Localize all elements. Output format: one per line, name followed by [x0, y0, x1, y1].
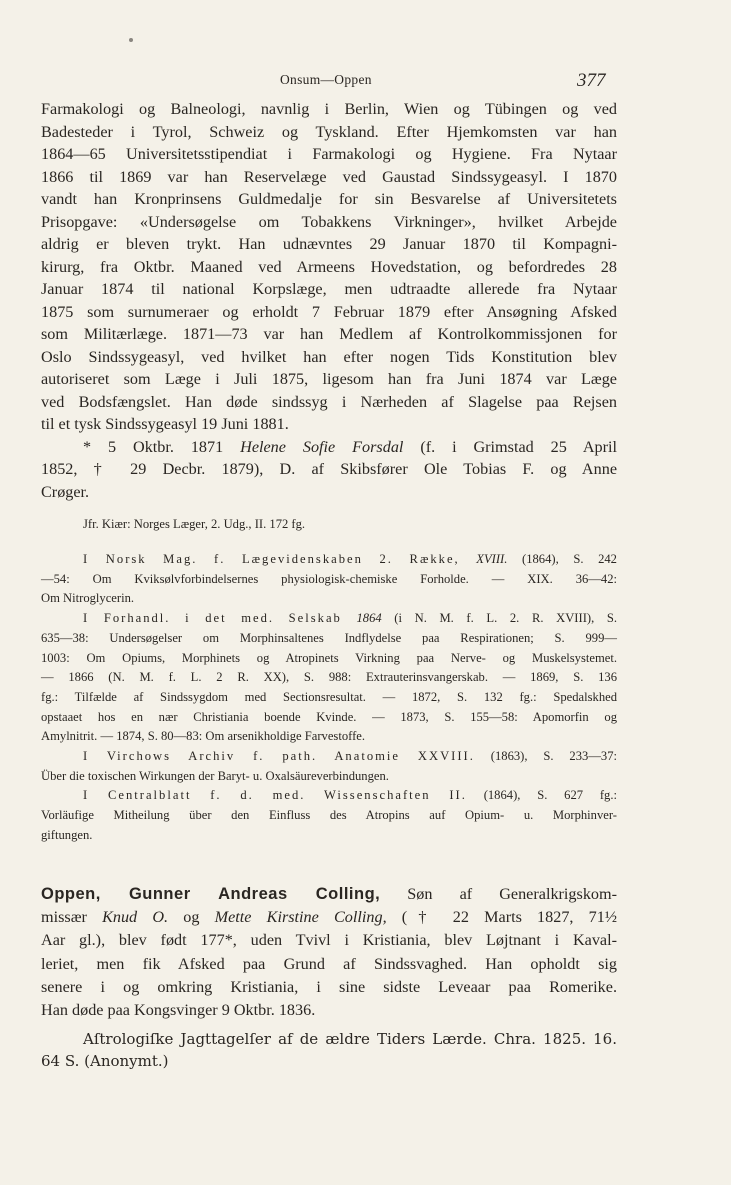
father-name: Knud O. [102, 908, 169, 927]
text-line: Badesteder i Tyrol, Schweiz og Tyskland. Efter Hjemkomsten var han [41, 122, 617, 141]
source-title: Aſtrologiſke Jagttagelſer af de ældre Tiders Lærde. Chra. 1825. 16. [83, 1030, 617, 1048]
bib-line: fg.: Tilfælde af Sindssygdom med Sectionsresultat. — 1872, S. 132 fg.: Spedalskhed [41, 689, 617, 704]
marriage-rest: (f. i Grimstad 25 April [403, 437, 618, 456]
text-line: vandt han Kronprinsens Guldmedalje for sin Besvarelse af Universitetets [41, 190, 617, 208]
entry-first-line [41, 883, 617, 906]
bib-volume: XVIII. [476, 552, 508, 566]
text-line: autoriseret som Læge i Juli 1875, ligesom han fra Juni 1874 var Læge [41, 370, 617, 388]
text-line: Crøger. [41, 482, 90, 501]
bib-entry-head [41, 550, 617, 570]
bib-rest: (1864), S. 627 fg.: [466, 788, 617, 803]
bib-line: giftungen. [41, 827, 93, 842]
bib-line: Vorläufige Mitheilung über den Einfluss des Atropins auf Opium- u. Morphinver- [41, 808, 617, 823]
marriage-date: * 5 Oktbr. 1871 [83, 437, 241, 456]
bib-label: I Forhandl. i det med. Selskab [83, 611, 357, 626]
bib-rest: (i N. M. f. L. 2. R. XVIII), S. [381, 611, 618, 626]
oppen-entry [41, 883, 617, 1022]
bib-year: 1864 [356, 611, 382, 626]
text-line: som Militærlæge. 1871—73 var han Medlem af Kontrolkommissjonen for [41, 325, 617, 343]
source-line: 64 S. (Anonymt.) [41, 1052, 169, 1070]
bib-line: —54: Om Kviksølvforbindelsernes physiologisk-chemiske Forholde. — XIX. 36—42: [41, 571, 617, 586]
bibliography [41, 550, 617, 846]
bib-entry-head [41, 786, 617, 806]
text-line: aldrig er bleven trykt. Han udnævntes 29 Januar 1870 til Kompagni- [41, 235, 617, 253]
text-line: ved Bodsfængslet. Han døde sindssyg i Nærheden af Slagelse paa Rejsen [41, 392, 617, 411]
running-head: Onsum—Oppen [280, 72, 372, 87]
entry-rest: Søn af Generalkrigskom- [380, 885, 617, 903]
bib-label: I Centralblatt f. d. med. Wissenschaften II. [83, 788, 467, 803]
text-line: senere i og omkring Kristiania, i sine sidste Leveaar paa Romerike. [41, 977, 617, 996]
text-line: Han døde paa Kongsvinger 9 Oktbr. 1836. [41, 1001, 316, 1020]
bib-entry-head [41, 609, 617, 629]
bib-rest: (1863), S. 233—37: [474, 749, 618, 764]
bib-line: opstaaet hos en nær Christiania boende Kvinde. — 1873, S. 155—58: Apomorfin og [41, 709, 617, 724]
bib-line: — 1866 (N. M. f. L. 2 R. XX), S. 988: Extrauterinsvangerskab. — 1869, S. 136 [41, 670, 617, 685]
bib-line: Amylnitrit. — 1874, S. 80—83: Om arsenikholdige Farvestoffe. [41, 729, 366, 744]
bib-line: Om Nitroglycerin. [41, 591, 135, 606]
text-line: Januar 1874 til national Korpslæge, men udtraadte allerede fra Nytaar [41, 280, 617, 298]
text-line: til et tysk Sindssygeasyl 19 Juni 1881. [41, 415, 289, 433]
entry-prefix: missær [41, 908, 103, 927]
text-line: Farmakologi og Balneologi, navnlig i Berlin, Wien og Tübingen og ved [41, 100, 617, 118]
mother-name: Mette Kirstine Colling, [214, 908, 387, 927]
entry-parents-line [41, 906, 617, 929]
entry-mid: og [168, 908, 215, 927]
bib-line: Über die toxischen Wirkungen der Baryt- u. Oxalsäureverbindungen. [41, 768, 389, 783]
bib-rest: (1864), S. 242 [507, 552, 617, 566]
onsum-biography [41, 98, 617, 503]
bib-label: I Norsk Mag. f. Lægevidenskaben 2. Række, [83, 552, 477, 566]
text-line: 1875 som surnumeraer og erholdt 7 Februar 1879 efter Ansøgning Afsked [41, 302, 617, 321]
oppen-source [41, 1028, 617, 1072]
bib-entry-head [41, 747, 617, 767]
reference-note: Jfr. Kiær: Norges Læger, 2. Udg., II. 172 fg. [83, 517, 306, 531]
bib-line: 1003: Om Opiums, Morphinets og Atropinets Virkning paa Nerve- og Muskelsystemet. [41, 650, 617, 665]
text-line: Prisopgave: «Undersøgelse om Tobakkens Virkninger», hvilket Arbejde [41, 212, 617, 231]
text-line: 1864—65 Universitetsstipendiat i Farmakologi og Hygiene. Fra Nytaar [41, 145, 617, 163]
text-line: kirurg, fra Oktbr. Maaned ved Armeens Hovedstation, og befordredes 28 [41, 257, 617, 276]
entry-rest: († 22 Marts 1827, 71½ [386, 908, 617, 927]
text-line: Oslo Sindssygeasyl, ved hvilket han efter nogen Tids Konstitution blev [41, 347, 617, 366]
bib-label: I Virchows Archiv f. path. Anatomie XXVIII. [83, 749, 475, 764]
text-line: 1866 til 1869 var han Reservelæge ved Gaustad Sindssygeasyl. I 1870 [41, 167, 617, 186]
spouse-name: Helene Sofie Forsdal [240, 437, 404, 456]
source-line [41, 1028, 617, 1050]
text-line: 1852, † 29 Decbr. 1879), D. af Skibsfører Ole Tobias F. og Anne [41, 460, 617, 478]
ink-speck [129, 38, 133, 42]
text-line: leriet, men fik Afsked paa Grund af Sindssvaghed. Han opholdt sig [41, 954, 617, 973]
text-line: Aar gl.), blev født 177*, uden Tvivl i Kristiania, blev Løjtnant i Kaval- [41, 931, 617, 950]
bib-line: 635—38: Undersøgelser om Morphinsaltenes Indflydelse paa Respirationen; S. 999— [41, 630, 617, 645]
entry-heading: Oppen, Gunner Andreas Colling, [41, 885, 381, 903]
page-number: 377 [577, 70, 606, 91]
marriage-line [41, 436, 617, 459]
